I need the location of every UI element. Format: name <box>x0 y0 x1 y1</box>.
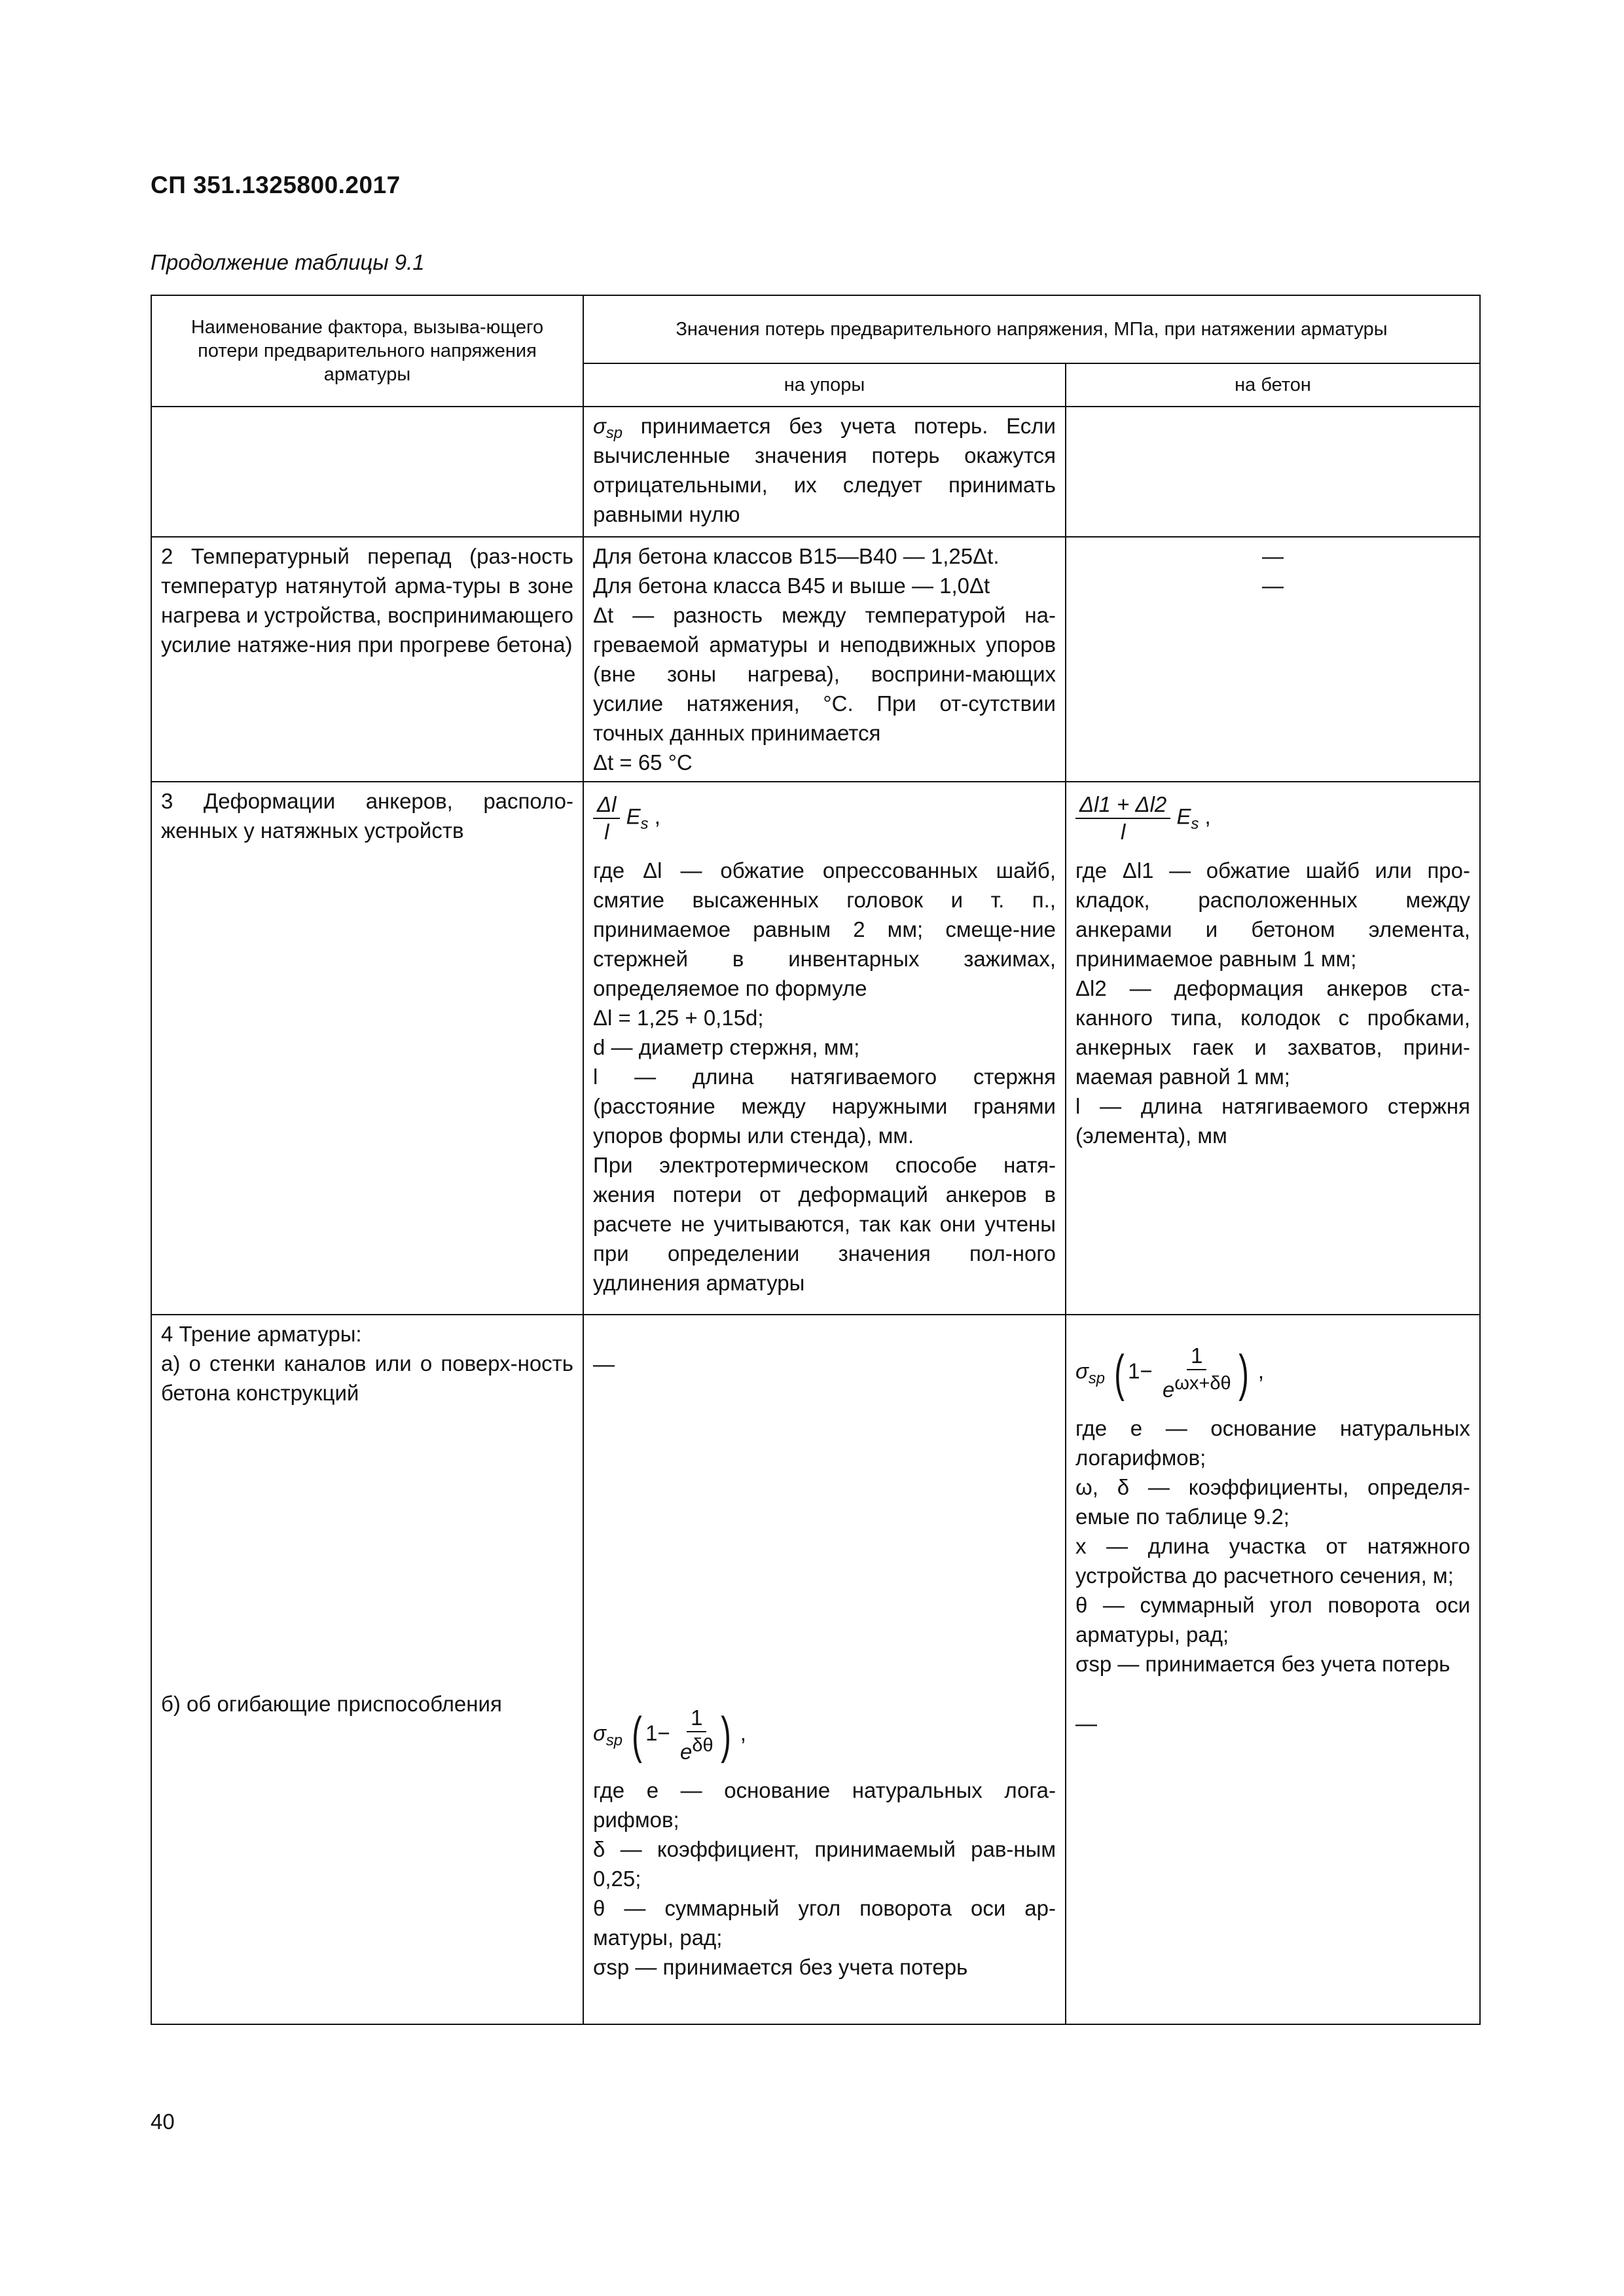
table-row <box>151 537 1480 782</box>
table-row <box>151 407 1480 537</box>
r4-text-line: x — длина участка от натяжного устройства до расчетного сечения, м; <box>1075 1534 1471 1588</box>
factor-cell: 2 Температурный перепад (раз-ность температур натянутой арма-туры в зоне нагрева и устройства, воспринимающего усилие натяже-ния при прогреве бетона) <box>151 537 583 782</box>
dash: — <box>1262 574 1284 598</box>
cell-r2-anchors <box>583 537 1066 782</box>
r3-text-line: Δl = 1,25 + 0,15d; <box>593 1006 764 1030</box>
formula-tail: , <box>1204 804 1211 829</box>
cell-r3-concrete <box>1066 782 1480 1315</box>
formula-delta-l <box>593 792 1056 845</box>
exp-power: ωx+δθ <box>1174 1373 1231 1394</box>
formula-tail: , <box>654 804 660 829</box>
header-values: Значения потерь предварительного напряжения, МПа, при натяжении арматуры <box>583 295 1480 363</box>
paren-close: ) <box>720 1706 731 1764</box>
dash: — <box>593 1352 615 1376</box>
paren-close: ) <box>1238 1344 1249 1402</box>
r4-text-line: где e — основание натуральных лога-рифмов; <box>593 1778 1056 1832</box>
fraction-numerator: 1 <box>1187 1343 1206 1370</box>
exp-base: e <box>1162 1377 1175 1402</box>
r3-text-line: Δl2 — деформация анкеров ста-канного типа, колодок с пробками, анкерных гаек и захватов, прини-маемая равной 1 мм; <box>1075 976 1471 1089</box>
header-concrete: на бетон <box>1066 363 1480 407</box>
r4-case-a: а) о стенки каналов или о поверх-ность бетона конструкций <box>161 1351 573 1405</box>
fraction-denominator <box>1159 1370 1235 1403</box>
r2-line: Δt — разность между температурой на-греваемой арматуры и неподвижных упоров (вне зоны нагрева), восприни-мающих усилие натяжения, °С. При от-сутствии точных данных принимается <box>593 603 1056 745</box>
table-continuation-caption: Продолжение таблицы 9.1 <box>151 250 425 274</box>
fraction-numerator: Δl <box>593 792 620 819</box>
r3-text-line: где Δl1 — обжатие шайб или про-кладок, расположенных между анкерами и бетоном элемента, принимаемое равным 1 мм; <box>1075 858 1471 971</box>
one-minus: 1− <box>645 1721 670 1745</box>
one-minus: 1− <box>1128 1358 1153 1383</box>
exp-base: e <box>679 1740 693 1764</box>
r4-title: 4 Трение арматуры: <box>161 1322 362 1346</box>
fraction <box>1075 792 1170 845</box>
factor-cell: 3 Деформации анкеров, располо-женных у натяжных устройств <box>151 782 583 1315</box>
page-number: 40 <box>151 2109 175 2134</box>
dash: — <box>1075 1711 1097 1736</box>
r4-text-line: ω, δ — коэффициенты, определя-емые по таблице 9.2; <box>1075 1475 1471 1529</box>
fraction <box>676 1705 717 1765</box>
modulus-subscript: s <box>1191 814 1199 833</box>
sigma-symbol: σ <box>1075 1358 1089 1383</box>
dash: — <box>1262 544 1284 568</box>
r4-text-line: θ — суммарный угол поворота оси ар-матуры, рад; <box>593 1896 1056 1950</box>
cell-r4-concrete <box>1066 1315 1480 2024</box>
r4-text-line: δ — коэффициент, принимаемый рав-ным 0,25; <box>593 1837 1056 1891</box>
paren-open: ( <box>632 1706 642 1764</box>
r2-line: Для бетона класса В45 и выше — 1,0Δt <box>593 574 990 598</box>
r4-text-line: где e — основание натуральных логарифмов; <box>1075 1416 1471 1470</box>
table-header-row <box>151 295 1480 363</box>
cell-r3-anchors <box>583 782 1066 1315</box>
cell-r4-anchors <box>583 1315 1066 2024</box>
r4-text-line: σsp — принимается без учета потерь <box>1075 1652 1451 1676</box>
sigma-symbol: σ <box>593 1721 606 1745</box>
fraction-numerator: Δl1 + Δl2 <box>1075 792 1170 819</box>
r4-text-line: σsp — принимается без учета потерь <box>593 1955 968 1979</box>
r3-text-line: l — длина натягиваемого стержня (элемента), мм <box>1075 1094 1471 1148</box>
formula-tail: , <box>740 1721 746 1745</box>
factor-cell <box>151 1315 583 2024</box>
fraction-denominator <box>676 1732 717 1765</box>
fraction-numerator: 1 <box>687 1705 706 1732</box>
r2-line: Для бетона классов В15—В40 — 1,25Δt. <box>593 544 1000 568</box>
document-code: СП 351.1325800.2017 <box>151 172 401 198</box>
r3-text-line: l — длина натягиваемого стержня (расстояние между наружными гранями упоров формы или стенда), мм. <box>593 1065 1056 1148</box>
r4-text-line: θ — суммарный угол поворота оси арматуры, рад; <box>1075 1593 1471 1647</box>
r3-text-line: При электротермическом способе натя-жения потери от деформаций анкеров в расчете не учитываются, так как они учтены при определении значения пол-ного удлинения арматуры <box>593 1153 1056 1295</box>
r3-text-line: d — диаметр стержня, мм; <box>593 1035 860 1059</box>
sigma-symbol: σ <box>593 414 606 438</box>
modulus-symbol: E <box>1176 804 1191 829</box>
cell-r1-concrete <box>1066 407 1480 537</box>
fraction <box>1159 1343 1235 1403</box>
r3-text-line: где Δl — обжатие опрессованных шайб, смятие высаженных головок и т. п., принимаемое равным 2 мм; смеще-ние стержней в инвентарных зажимах, определяемое по формуле <box>593 858 1056 1000</box>
formula-tail: , <box>1257 1358 1264 1383</box>
exp-power: δθ <box>692 1735 713 1756</box>
sigma-subscript: sp <box>1088 1369 1105 1387</box>
r4-case-b: б) об огибающие приспособления <box>161 1692 502 1716</box>
modulus-symbol: E <box>626 804 641 829</box>
r2-line: Δt = 65 °С <box>593 750 693 774</box>
formula-bend-friction <box>593 1705 1056 1765</box>
cell-r2-concrete <box>1066 537 1480 782</box>
fraction-denominator: l <box>1120 820 1126 844</box>
sigma-subscript: sp <box>605 1731 623 1749</box>
formula-channel-friction <box>1075 1343 1470 1403</box>
modulus-subscript: s <box>640 814 649 833</box>
sigma-subscript: sp <box>605 424 623 443</box>
table-row <box>151 1315 1480 2024</box>
r1-text: принимается без учета потерь. Если вычисленные значения потерь окажутся отрицательными, их следует принимать равными нулю <box>593 414 1056 526</box>
paren-open: ( <box>1114 1344 1125 1402</box>
losses-table <box>151 295 1481 2025</box>
header-anchors: на упоры <box>583 363 1066 407</box>
fraction-denominator: l <box>604 820 609 844</box>
header-factor: Наименование фактора, вызыва-ющего потери предварительного напряжения арматуры <box>151 295 583 407</box>
fraction <box>593 792 620 845</box>
factor-cell-empty <box>151 407 583 537</box>
formula-delta-l1-l2 <box>1075 792 1470 845</box>
table-row <box>151 782 1480 1315</box>
cell-r1-anchors <box>583 407 1066 537</box>
